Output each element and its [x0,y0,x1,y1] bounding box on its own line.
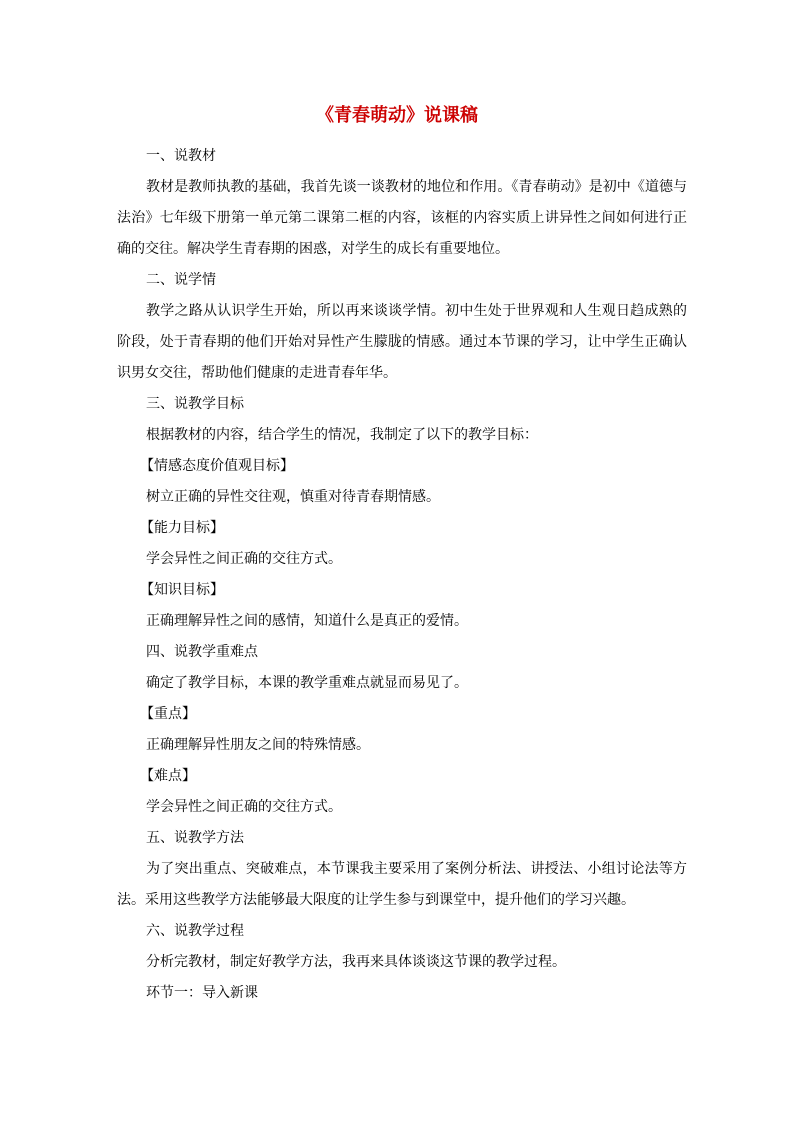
bracket-label: 【重点】 [140,706,196,722]
section-heading: 三、说教学目标 [146,396,244,412]
bracket-label: 【知识目标】 [140,582,224,598]
section-heading: 五、说教学方法 [146,830,244,846]
section-heading: 四、说教学重难点 [146,644,258,660]
body-paragraph: 学会异性之间正确的交往方式。 [146,551,342,567]
section-heading: 一、说教材 [146,148,216,164]
document-body [117,141,687,1009]
bracket-label: 【能力目标】 [140,520,224,536]
body-paragraph: 学会异性之间正确的交往方式。 [146,799,342,815]
body-paragraph: 正确理解异性之间的感情，知道什么是真正的爱情。 [146,613,468,629]
body-paragraph: 确定了教学目标，本课的教学重难点就显而易见了。 [146,675,468,691]
bracket-label: 【情感态度价值观目标】 [140,458,294,474]
section-heading: 环节一：导入新课 [146,985,258,1001]
section-heading: 二、说学情 [146,272,216,288]
bracket-label: 【难点】 [140,768,196,784]
body-paragraph: 教材是教师执教的基础，我首先谈一谈教材的地位和作用。《青春萌动》是初中《道德与法治》七年级下册第一单元第二课第二框的内容，该框的内容实质上讲异性之间如何进行正确的交往。解决学生青春期的困惑，对学生的成长有重要地位。 [117,179,687,257]
document-title: 《青春萌动》说课稿 [316,105,478,126]
body-paragraph: 教学之路从认识学生开始，所以再来谈谈学情。初中生处于世界观和人生观日趋成熟的阶段，处于青春期的他们开始对异性产生朦胧的情感。通过本节课的学习，让中学生正确认识男女交往，帮助他们健康的走进青春年华。 [117,303,687,381]
body-paragraph: 树立正确的异性交往观，慎重对待青春期情感。 [146,489,440,505]
section-heading: 六、说教学过程 [146,923,244,939]
body-paragraph: 根据教材的内容，结合学生的情况，我制定了以下的教学目标： [146,427,538,443]
body-paragraph: 为了突出重点、突破难点，本节课我主要采用了案例分析法、讲授法、小组讨论法等方法。采用这些教学方法能够最大限度的让学生参与到课堂中，提升他们的学习兴趣。 [117,861,687,908]
body-paragraph: 分析完教材，制定好教学方法，我再来具体谈谈这节课的教学过程。 [146,954,566,970]
body-paragraph: 正确理解异性朋友之间的特殊情感。 [146,737,370,753]
